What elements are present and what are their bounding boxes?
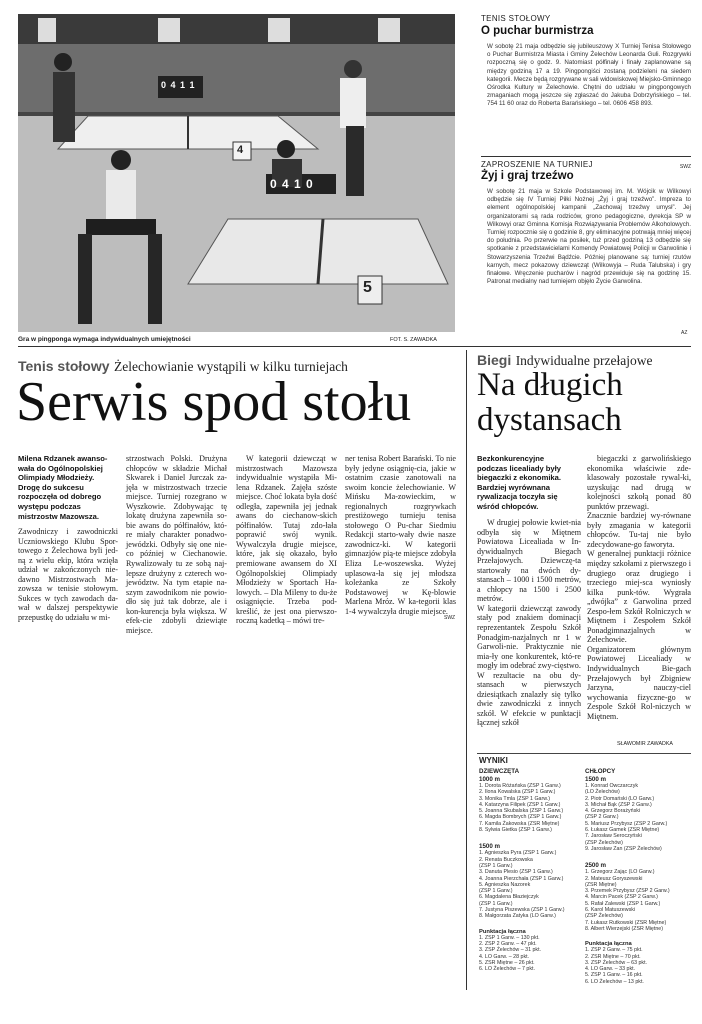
article2-col1: W drugiej połowie kwiet-nia odbyła się w Miętnem Powiatowa Licealiada w In-dywidualnych Biegach Przełajowych. Dziewczę-ta startowały na dwóch dy-stansach – 1000 i 1500 metrów, a chłopcy na 1500 i 2500 metrów. W kategorii dziewcząt zawody stały pod znakiem dominacji reprezentantek Zespołu Szkół Ponadgim-nazjalnych nr 1 w Garwoli-nie. Praktycznie nie mia-ły one konkurentek, któ-re mogły im odebrać zwy-cięstwo. W rezultacie na obu dy-stansach w pierwszych dziesiątkach znalazły się tylko dwie zawodniczki z innych szkół. W efekcie w punktacji łącznej szkół [477, 518, 581, 728]
article1-col4: ner tenisa Robert Barański. To nie były jedyne osiągnię-cia, jakie w ostatnim czasie zanotowali na swoim koncie żelechowianie. W Mińsku Ma-zowieckim, w regionalnych rozgrywkach prestiżowego turnieju tenisa stołowego O Pu-char Siedmiu Redakcji starto-wały dwie nasze zawodnicz-ki. W kategorii gimnazjów pią-te miejsce zdobyła Eliza Le-woszewska. Wyżej uplasowa-ła się jej młodsza koleżanka ze Szkoły Podstawowej w Kę-blowie Marlena Mróz. W ka-tegorii klas 1-4 wywalczyła drugie miejsce. [345, 454, 456, 616]
results-line: 3. Michał Bąk (ZSP 2 Garw.) [585, 801, 652, 808]
article1-kicker-rest: Żelechowianie wystąpili w kilku turniejach [114, 359, 348, 374]
results-line: 1. ZSP 2 Garw. – 75 pkt. [585, 947, 643, 954]
article2-kicker-bold: Biegi [477, 352, 512, 368]
article2-col2: biegaczki z garwolińskiego ekonomika właściwie zde-klasowały pozostałe rywal-ki, uzyskując nad drugą w kolejności szkołą ponad 80 punktów przewagi. Znacznie bardziej wy-równane były zmagania w kategorii chłopców. Tu-taj nie było zdecydowane-go faworyta. W generalnej punktacji różnice między szkołami z pierwszego i drugiego oraz drugiego i trzeciego miej-sca wyniosły kilka punk-tów. Wygrała „dwójka” z Garwolina przed Zespo-łem Szkół Rolniczych w Miętnem i Zespołem Szkół Ponadgimnazjalnych w Żelechowie. Organizatorem głównym Powiatowej Licealiady w Indywidualnych Bie-gach Przełajowych był Zbigniew Jarzyna, nauczy-ciel wychowania fizyczne-go w Zespole Szkół Rol-niczych w Miętnem. [587, 454, 691, 721]
results-line: 7. Łukasz Rutkowski (ZSR Miętne) [585, 919, 667, 926]
table-number-4: 4 [237, 144, 244, 156]
results-girls-label: DZIEWCZĘTA [479, 768, 520, 775]
article1-headline: Serwis spod stołu [16, 371, 412, 433]
photo-caption: Gra w pingponga wymaga indywidualnych umiejętności [18, 336, 191, 343]
article2-divider [466, 350, 467, 990]
results-line: 4. Joanna Pierzchała (ZSP 1 Garw.) [479, 875, 564, 882]
results-line: 4. Grzegorz Borażyński [585, 808, 641, 815]
results-girls-points-list [479, 935, 585, 973]
results-line: 5. ZSP 1 Garw. – 16 pkt. [585, 972, 643, 979]
results-line: 6. Magda Bombrych (ZSP 1 Garw.) [479, 814, 562, 821]
results-line: 2. Renata Buczkowska [479, 856, 533, 863]
article1-sign: SWZ [444, 615, 456, 621]
results-line: 8. Małgorzata Zatyka (LO Garw.) [479, 913, 556, 920]
results-line: 7. Justyna Piszewska (ZSP 1 Garw.) [479, 907, 565, 914]
results-line: (ZSP Żelechów) [585, 839, 623, 846]
results-line: 1. Konrad Owczarczyk [585, 783, 638, 789]
results-line: (ZSP Żelechów) [585, 913, 623, 920]
results-line: 9. Jarosław Zan (ZSP Żelechów) [585, 845, 662, 852]
scoreboard-center: 0 4 1 0 [270, 177, 314, 191]
photo-credit: FOT. S. ZAWADKA [390, 337, 437, 343]
results-line: (ZSP 1 Garw.) [479, 862, 513, 869]
results-line: 5. Rafał Zalewski (ZSP 1 Garw.) [585, 900, 661, 907]
results-line: 1. ZSP 1 Garw. – 130 pkt. [479, 934, 540, 941]
sidebar-divider [481, 156, 691, 157]
sidebar-item2-title: Żyj i graj trzeźwo [481, 170, 574, 182]
results-line: 3. ZSP Żelechów – 31 pkt. [479, 947, 542, 954]
photo-illustration [18, 14, 455, 332]
results-line: 2. Mateusz Goryszewski [585, 875, 643, 882]
results-line: 6. LO Żelechów – 13 pkt. [585, 978, 644, 985]
results-line: 2. ZSR Miętne – 70 pkt. [585, 953, 641, 960]
article1-kicker-bold: Tenis stołowy [18, 358, 110, 374]
sidebar-item1-sign: SWZ [679, 164, 691, 170]
results-line: 5. Agnieszka Nazorek [479, 881, 531, 888]
results-girls-1000-label: 1000 m [479, 776, 500, 783]
results-line: 4. LO Garw. – 28 pkt. [479, 953, 530, 960]
results-line: (ZSR Miętne) [585, 881, 617, 888]
results-line: 2. ZSP 2 Garw. – 47 pkt. [479, 940, 537, 947]
results-boys-1500-list [585, 783, 691, 852]
results-girls [479, 768, 585, 972]
results-title: WYNIKI [479, 756, 508, 765]
results-line: 5. Joanna Skubalska (ZSP 1 Garw.) [479, 808, 564, 815]
article2-lead: Bezkonkurencyjne podczas licealiady były biegaczki z ekonomika. Bardziej wyrównana rywalizacja toczyła się wśród chłopców. [477, 454, 561, 511]
sidebar-item2-kicker: ZAPROSZENIE NA TURNIEJ [481, 160, 593, 169]
results-girls-points-label: Punktacja łączna [479, 928, 526, 935]
article2-headline-line1: Na długich [477, 367, 623, 403]
results-girls-1000-list [479, 783, 585, 833]
results-line: (ZSP 1 Garw.) [479, 900, 513, 907]
table-tennis-photo [18, 14, 455, 332]
article1-col1: Zawodniczy i zawodniczki Uczniowskiego Klubu Spor-towego z Żelechowa byli jed-ną z wielu ekip, która wzięła udział w zakończonych nie-dawno Mistrzostwach Ma-zowsza w tenisie stołowym. Sukces w tych zawodach da-wał w dalszej perspektywie przepustkę do udziału w mi- [18, 527, 118, 622]
results-line: 5. Mariusz Przybysz (ZSP 2 Garw.) [585, 820, 668, 827]
results-line: 3. Danuta Plesio (ZSP 1 Garw.) [479, 869, 553, 876]
sidebar-item2-body: W sobotę 21 maja w Szkole Podstawowej im. M. Wójcik w Wilkowyi odbędzie się IV Turniej Piłki Nożnej „Żyj i graj trzeźwo”. Impreza to element ogólnopolskiej kampanii „Zachowaj trzeźwy umysł”. Jej organizatorami są rada rodziców, grono pedagogiczne, dyrekcja SP w Wilkowyi oraz Gminna Komisja Rozwiązywania Problemów Alkoholowych. Turniej rozpocznie się o godzinie 8, gry eliminacyjne potrwają mniej więcej do południa. Po przerwie na posiłek, tuż przed godziną 13 odbędzie się spotkanie z przedstawicielami Komendy Powiatowej Policji w Garwolinie i Stowarzyszenia Trzeźwi Bądźcie. Później planowane są: turniej rzutów karnych, mecz pokazowy dziewcząt (Wilkowyja – Ruda Talubska) i gry finałowe. Wręczenie pucharów i nagród przewiduje się na godzinę 15. Patronat medialny nad turniejem objęło Życie Garwolina. [487, 188, 691, 286]
sidebar-item1-title: O puchar burmistrza [481, 25, 594, 37]
results-line: 2. Piotr Domański (LO Garw.) [585, 795, 655, 802]
results-line: 3. Przemek Przybysz (ZSP 2 Garw.) [585, 888, 670, 895]
results-girls-1500-list [479, 850, 585, 919]
results-line: 1. Agnieszka Pyra (ZSP 1 Garw.) [479, 850, 557, 857]
results-line: (LO Żelechów) [585, 789, 620, 796]
results-line: 7. Kamila Żakowska (ZSR Miętne) [479, 820, 560, 827]
results-line: (ZSP 1 Garw.) [479, 888, 513, 895]
results-line: 6. Łukasz Gamek (ZSR Miętne) [585, 827, 660, 834]
results-boys [585, 768, 691, 985]
article1-col2: strzostwach Polski. Drużyna chłopców w składzie Michał Skwarek i Daniel Jurczak za-jęła w mistrzostwach trzecie miejsce. Turniej rozegrano w Wyszkowie. Zdobywając tę lokatę drużyna zapewniła so-bie awans do półfinałów, któ-re miały charakter ponadwo-jewódzki. Odbyły się one nie-co później w Ciechanowie. Rywalizowały tu ze sobą naj-lepsze drużyny z czterech wo-jewództw. Na tym etapie na-szym zawodnikom nie powio-dło się już tak dobrze, ale i kon-kurencja była większa. W efek-cie zdobyli dziewiąte miejsce. [126, 454, 227, 635]
results-boys-1500-label: 1500 m [585, 776, 606, 783]
results-line: 8. Sylwia Gietka (ZSP 1 Garw.) [479, 827, 552, 834]
sidebar-item1-kicker: TENIS STOŁOWY [481, 14, 551, 23]
results-line: 3. ZSP Żelechów – 63 pkt. [585, 959, 648, 966]
results-boys-2500-list [585, 869, 691, 932]
results-line: 6. LO Żelechów – 7 pkt. [479, 966, 535, 973]
results-line: 6. Karol Matuszewski [585, 907, 636, 914]
results-line: 1. Grzegorz Zając (LO Garw.) [585, 869, 655, 876]
article2-sign: SŁAWOMIR ZAWADKA [617, 741, 673, 747]
article2-kicker-rest: Indywidualne przełajowe [515, 353, 653, 368]
results-line: 3. Monika Tmla (ZSP 1 Garw.) [479, 795, 551, 802]
results-line: 6. Magdalena Błaziejczyk [479, 894, 539, 901]
results-line: 8. Albert Wierzejski (ZSR Miętne) [585, 925, 663, 932]
sidebar-item2 [481, 160, 691, 286]
sidebar-item2-sign: AZ [681, 330, 688, 336]
table-number-5: 5 [363, 279, 372, 296]
results-box [477, 753, 691, 985]
results-girls-1500-label: 1500 m [479, 843, 500, 851]
results-line: 5. ZSR Miętne – 26 pkt. [479, 959, 535, 966]
sidebar-item1-body: W sobotę 21 maja odbędzie się jubileuszowy X Turniej Tenisa Stołowego o Puchar Burmistrza Miasta i Gminy Żelechów Leonarda Guli. Rozgrywki rozpoczną się o godz. 9. Natomiast półfinały i finały zaplanowane są między godziną 17 a 19. Pingpongiści zostaną podzieleni na siedem kategorii. Mecze będą rozgrywane w sali widowiskowej Miejsko-Gminnego Ośrodka Kultury w Żelechowie. Chętni do udziału w pingpongowych zmaganiach mogą jeszcze się zgłaszać do Jakuba Dobrzyńskiego – tel. 754 11 60 oraz do Roberta Barańskiego – tel. 0606 458 893. [487, 43, 691, 108]
results-boys-2500-label: 2500 m [585, 862, 606, 870]
results-line: 4. Katarzyna Filipek (ZSP 1 Garw.) [479, 801, 561, 808]
results-line: 1. Dorota Różańska (ZSP 1 Garw.) [479, 783, 561, 789]
results-line: (ZSP 2 Garw.) [585, 814, 619, 821]
results-line: 2. Ilona Kowalska (ZSP 1 Garw.) [479, 789, 556, 796]
results-line: 7. Jarosław Seroczyński [585, 833, 642, 840]
section-rule [18, 346, 691, 347]
article2-headline-line2: dystansach [477, 402, 622, 438]
results-boys-points-list [585, 947, 691, 985]
scoreboard-left: 0 4 1 1 [161, 80, 196, 90]
article1-col3: W kategorii dziewcząt w mistrzostwach Mazowsza indywidualnie wystąpiła Mi-lena Rdzanek. Zajęła szóste miejsce. Choć lokata była dość odległa, zapewniła jej jednak awans do ciechanow-skich półfinałów. Tutaj zdo-łała poprawić swój wynik. Wywalczyła drugie miejsce, które, jak się okazało, było premiowane awansem do XI Ogólnopolskiej Olimpiady Młodzieży w Sportach Ha-lowych. – Dla Mileny to du-że osiągnięcie. Trzeba pod-kreślić, że jest ona pierwszo-roczną kadetką – mówi tre- [236, 454, 337, 626]
article1-lead: Milena Rdzanek awanso- wała do Ogólnopolskiej Olimpiady Młodzieży. Drogę do sukcesu rozpoczęła od dobrego występu podczas mistrzostw Mazowsza. [18, 454, 108, 521]
results-line: 4. Marcin Pacek (ZSP 2 Garw.) [585, 894, 658, 901]
results-line: 4. LO Garw. – 33 pkt. [585, 966, 636, 973]
results-boys-points-label: Punktacja łączna [585, 941, 632, 948]
results-boys-label: CHŁOPCY [585, 768, 616, 775]
